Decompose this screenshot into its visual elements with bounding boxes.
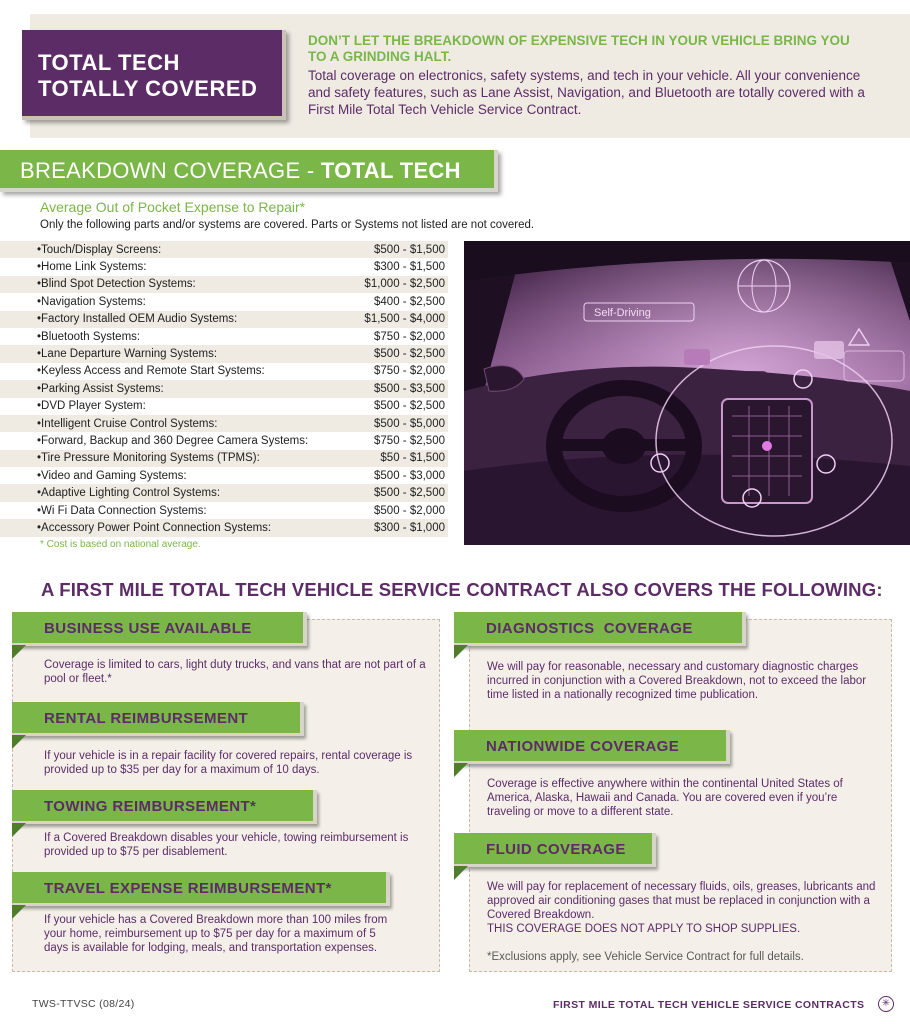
towing-reimbursement-title: TOWING REIMBURSEMENT*	[44, 798, 257, 815]
cost-row	[0, 502, 448, 519]
breakdown-heading-bold: TOTAL TECH	[320, 158, 461, 183]
towing-reimbursement-text: If a Covered Breakdown disables your vehicle, towing reimbursement is provided up to $75 per disablement.	[44, 832, 409, 858]
asterisk-logo-icon: ✳	[878, 996, 894, 1012]
cost-item-range: $500 - $1,500	[374, 243, 445, 256]
business-use-text: Coverage is limited to cars, light duty trucks, and vans that are not part of a pool or fleet.*	[44, 659, 426, 685]
cost-row	[0, 276, 448, 293]
banner-headline: DON’T LET THE BREAKDOWN OF EXPENSIVE TECH IN YOUR VEHICLE BRING YOU TO A GRINDING HALT.	[308, 33, 850, 64]
cost-note: * Cost is based on national average.	[40, 539, 201, 550]
cost-item-range: $50 - $1,500	[380, 452, 445, 465]
cost-item-range: $750 - $2,500	[374, 434, 445, 447]
cost-item-range: $500 - $2,500	[374, 487, 445, 500]
rental-reimbursement-text: If your vehicle is in a repair facility for covered repairs, rental coverage is provided up to $35 per day for a maximum of 10 days.	[44, 750, 413, 776]
cost-item-range: $500 - $2,500	[374, 400, 445, 413]
cost-row	[0, 484, 448, 501]
cost-item-range: $500 - $3,000	[374, 469, 445, 482]
cost-row	[0, 363, 448, 380]
cost-item-name: • Accessory Power Point Connection Systems:	[37, 522, 271, 534]
cost-item-range: $400 - $2,500	[374, 295, 445, 308]
cost-item-name: • Home Link Systems:	[37, 261, 146, 273]
also-covers-heading: A FIRST MILE TOTAL TECH VEHICLE SERVICE CONTRACT ALSO COVERS THE FOLLOWING:	[41, 579, 883, 600]
title-line-1: TOTAL TECH	[38, 50, 180, 75]
cost-item-range: $500 - $3,500	[374, 382, 445, 395]
fluid-coverage-title: FLUID COVERAGE	[486, 841, 626, 858]
cost-row	[0, 467, 448, 484]
nationwide-text: Coverage is effective anywhere within the continental United States of America, Alaska, Hawaii and Canada. You are covered even if you’re traveling or move to a different state.	[487, 778, 843, 818]
cost-item-name: • Tire Pressure Monitoring Systems (TPMS):	[37, 452, 260, 464]
cost-item-name: • Keyless Access and Remote Start Systems:	[37, 365, 265, 377]
cost-item-name: • DVD Player System:	[37, 400, 146, 412]
cost-item-range: $500 - $2,500	[374, 348, 445, 361]
nationwide-title: NATIONWIDE COVERAGE	[486, 738, 680, 755]
diagnostics-tab	[454, 612, 746, 646]
cost-item-name: • Video and Gaming Systems:	[37, 470, 187, 482]
cost-item-name: • Forward, Backup and 360 Degree Camera Systems:	[37, 435, 308, 447]
breakdown-heading-normal: BREAKDOWN COVERAGE -	[20, 158, 321, 183]
self-driving-label: Self-Driving	[594, 307, 651, 319]
towing-reimbursement-tab	[12, 790, 317, 824]
cost-item-range: $1,000 - $2,500	[364, 278, 445, 291]
diagnostics-title: DIAGNOSTICS COVERAGE	[486, 620, 693, 637]
cost-item-name: • Bluetooth Systems:	[37, 331, 140, 343]
cost-item-name: • Navigation Systems:	[37, 296, 146, 308]
cost-item-name: • Adaptive Lighting Control Systems:	[37, 487, 220, 499]
nationwide-tab	[454, 730, 730, 764]
rental-reimbursement-tab	[12, 702, 304, 736]
travel-expense-text: If your vehicle has a Covered Breakdown more than 100 miles from your home, reimbursement up to $75 per day for a maximum of 5 days is available for lodging, meals, and transportation expenses.	[44, 914, 388, 954]
cost-row	[0, 328, 448, 345]
footer-brand: FIRST MILE TOTAL TECH VEHICLE SERVICE CONTRACTS	[553, 999, 865, 1011]
breakdown-heading	[20, 158, 461, 184]
business-use-title: BUSINESS USE AVAILABLE	[44, 620, 252, 637]
travel-expense-title: TRAVEL EXPENSE REIMBURSEMENT*	[44, 880, 332, 897]
avg-expense-title: Average Out of Pocket Expense to Repair*	[40, 199, 306, 215]
cost-row	[0, 432, 448, 449]
cost-item-name: • Factory Installed OEM Audio Systems:	[37, 313, 237, 325]
cost-row	[0, 380, 448, 397]
fluid-coverage-tab	[454, 833, 656, 867]
cost-item-range: $300 - $1,500	[374, 261, 445, 274]
cost-item-range: $500 - $2,000	[374, 504, 445, 517]
travel-expense-tab	[12, 872, 390, 906]
cost-item-range: $750 - $2,000	[374, 365, 445, 378]
fluid-coverage-text: We will pay for replacement of necessary fluids, oils, greases, lubricants and approved air conditioning gases that must be replaced in conjunction with a Covered Breakdown. THIS COVERAGE DOES NOT APPLY TO SHOP SUPPLIES.	[487, 881, 876, 935]
cost-item-range: $500 - $5,000	[374, 417, 445, 430]
cost-row	[0, 398, 448, 415]
cost-item-name: • Touch/Display Screens:	[37, 244, 161, 256]
cost-item-range: $1,500 - $4,000	[364, 313, 445, 326]
cost-row	[0, 450, 448, 467]
cost-row	[0, 258, 448, 275]
cost-row	[0, 415, 448, 432]
exclusions-note: *Exclusions apply, see Vehicle Service Contract for full details.	[487, 951, 804, 963]
cost-item-name: • Parking Assist Systems:	[37, 383, 164, 395]
cost-item-name: • Lane Departure Warning Systems:	[37, 348, 217, 360]
title-box	[22, 30, 286, 120]
avg-expense-subtitle: Only the following parts and/or systems are covered. Parts or Systems not listed are not covered.	[40, 219, 535, 231]
cost-item-name: • Blind Spot Detection Systems:	[37, 278, 196, 290]
car-interior-image	[464, 241, 910, 545]
cost-row	[0, 293, 448, 310]
cost-item-range: $300 - $1,000	[374, 521, 445, 534]
business-use-tab	[12, 612, 307, 646]
rental-reimbursement-title: RENTAL REIMBURSEMENT	[44, 710, 249, 727]
car-interior-illustration	[464, 241, 910, 545]
cost-row	[0, 311, 448, 328]
cost-row	[0, 345, 448, 362]
diagnostics-text: We will pay for reasonable, necessary and customary diagnostic charges incurred in conjunction with a Covered Breakdown, not to exceed the labor time listed in a nationally recognized time publication.	[487, 661, 867, 701]
cost-row	[0, 519, 448, 536]
banner-body: Total coverage on electronics, safety systems, and tech in your vehicle. All your convenience and safety features, such as Lane Assist, Navigation, and Bluetooth are totally covered with a First Mile Total Tech Vehicle Service Contract.	[308, 68, 865, 117]
breakdown-heading-bar	[0, 150, 498, 192]
form-code: TWS-TTVSC (08/24)	[32, 998, 135, 1010]
cost-list	[0, 241, 448, 537]
title-line-2: TOTALLY COVERED	[38, 76, 258, 101]
cost-item-name: • Intelligent Cruise Control Systems:	[37, 418, 217, 430]
cost-item-range: $750 - $2,000	[374, 330, 445, 343]
cost-item-name: • Wi Fi Data Connection Systems:	[37, 505, 207, 517]
cost-row	[0, 241, 448, 258]
